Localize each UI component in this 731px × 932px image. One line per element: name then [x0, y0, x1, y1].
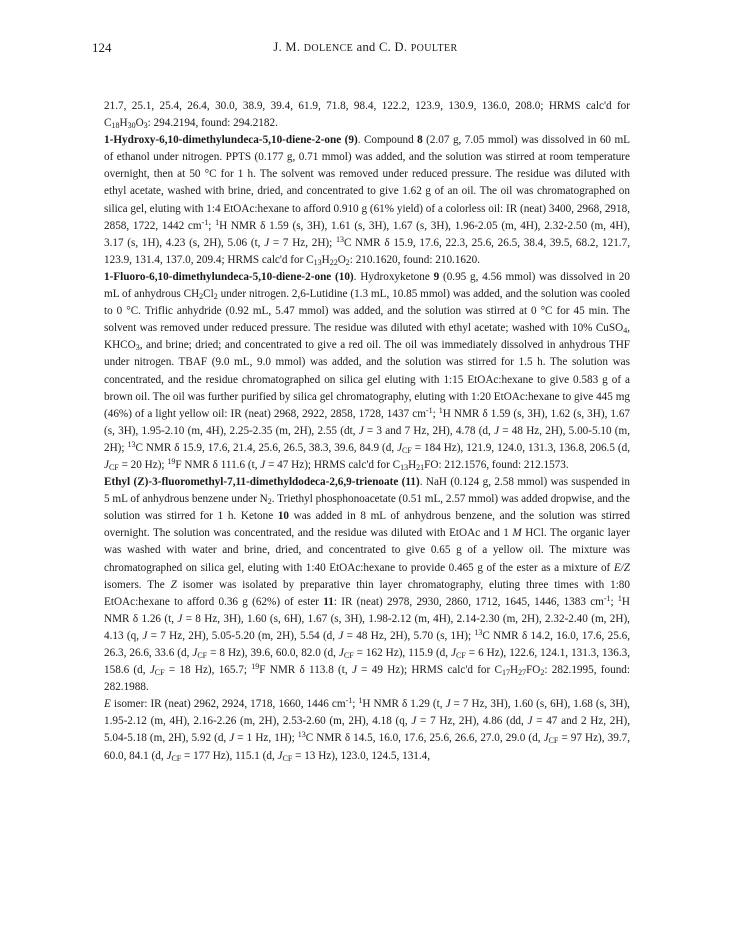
page-number: 124: [92, 40, 112, 55]
author1-initials: J. M.: [273, 40, 301, 54]
author1-surname: DOLENCE: [303, 43, 354, 54]
paragraph-compound-10: 1-Fluoro-6,10-dimethylundeca-5,10-diene-2-one (10). Hydroxyketone 9 (0.95 g, 4.56 mmol) was dissolved in 20 mL of anhydrous $CH_2Cl_2$ under nitrogen. 2,6-Lutidine (1.3 mL, 10.85 mmol) was added, and the solution was cooled to 0 °C. Triflic anhydride (0.92 mL, 5.47 mmol) was added, and the solution was stirred at 0 °C for 45 min. The solvent was removed under reduced pressure. The residue was diluted with ethyl acetate; washed with 10% CuSO$_4$, $KHCO_3$, and brine; dried; and concentrated to give a red oil. The oil was immediately dissolved in anhydrous THF under nitrogen. TBAF (9.0 mL, 9.0 mmol) was added, and the solution was stirred for 1.5 h. The solution was concentrated, and the residue chromatographed on silica gel eluting with 1:15 EtOAc:hexane to give 0.583 g of a brown oil. The oil was further purified by silica gel chromatography, eluting with 1:20 EtOAc:hexane to give 445 mg (46%) of a light yellow oil: IR (neat) 2968, 2922, 2858, 1728, 1437 $cm^{-1}$; $^1$H NMR δ 1.59 (s, 3H), 1.62 (s, 3H), 1.67 (s, 3H), 1.95-2.10 (m, 4H), 2.25-2.35 (m, 2H), 2.55 (dt, J = 3 and 7 Hz, 2H), 4.78 (d, J = 48 Hz, 2H), 5.00-5.10 (m, 2H); $^{13}$C NMR δ 15.9, 17.6, 21.4, 25.6, 26.5, 38.3, 39.6, 84.9 (d, $J_{CF} = 184$ Hz), 121.9, 124.0, 131.3, 136.8, 206.5 (d, $J_{CF} = 20$ Hz); $^{19}$F NMR δ 111.6 (t, J = 47 Hz); HRMS calc'd for $C_{13}H_{21}FO$: 212.1576, found: 212.1573.: [104, 270, 631, 472]
author-conjunction: and: [356, 40, 376, 54]
paragraph-compound-9: 1-Hydroxy-6,10-dimethylundeca-5,10-diene-2-one (9). Compound 8 (2.07 g, 7.05 mmol) was dissolved in 60 mL of ethanol under nitrogen. PPTS (0.177 g, 0.71 mmol) was added, and the solution was stirred at room temperature overnight, then at 50 °C for 1 h. The solvent was removed under reduced pressure. The residue was diluted with ethyl acetate, washed with brine, dried, and concentrated to give 1.62 g of an oil. The oil was chromatographed on silica gel, eluting with 1:4 EtOAc:hexane to afford 0.910 g (61% yield) of a colorless oil: IR (neat) 3400, 2968, 2918, 2858, 1722, 1442 $cm^{-1}$; $^1$H NMR δ 1.59 (s, 3H), 1.61 (s, 3H), 1.67 (s, 3H), 1.96-2.05 (m, 4H), 2.32-2.50 (m, 4H), 3.17 (s, 1H), 4.23 (s, 2H), 5.06 (t, J = 7 Hz, 2H); $^{13}$C NMR δ 15.9, 17.6, 22.3, 25.6, 26.5, 38.4, 39.5, 68.2, 121.7, 123.9, 131.4, 137.0, 209.4; HRMS calc'd for $C_{13}H_{22}O_2$: 210.1620, found: 210.1620.: [104, 134, 630, 267]
running-head-authors: [92, 40, 639, 55]
running-header: [92, 40, 639, 58]
paragraph-hrms-continuation: 21.7, 25.1, 25.4, 26.4, 30.0, 38.9, 39.4, 61.9, 71.8, 98.4, 122.2, 123.9, 130.9, 136.0, 208.0; HRMS calc'd for $C_{18}H_{30}O_3$: 294.2194, found: 294.2182.: [104, 100, 630, 131]
paragraph-compound-11: Ethyl (Z)-3-fluoromethyl-7,11-dimethyldodeca-2,6,9-trienoate (11). NaH (0.124 g, 2.58 mmol) was suspended in 5 mL of anhydrous benzene under $N_2$. Triethyl phosphonoacetate (0.51 mL, 2.57 mmol) was added dropwise, and the solution was stirred for 1 h. Ketone 10 was added in 8 mL of anhydrous benzene, and the solution was stirred overnight. The solution was concentrated, and the residue was diluted with EtOAc and 1 M HCl. The organic layer was washed with water and brine, dried, and concentrated to give 0.65 g of a yellow oil. The mixture was chromatographed on silica gel, eluting with 1:40 EtOAc:hexane to provide 0.465 g of the ester as a mixture of E/Z isomers. The Z isomer was isolated by preparative thin layer chromatography, eluting three times with 1:80 EtOAc:hexane to afford 0.36 g (62%) of ester 11: IR (neat) 2978, 2930, 2860, 1712, 1645, 1446, 1383 $cm^{-1}$; $^1$H NMR δ 1.26 (t, J = 8 Hz, 3H), 1.60 (s, 6H), 1.67 (s, 3H), 1.98-2.12 (m, 4H), 2.14-2.30 (m, 2H), 2.32-2.40 (m, 2H), 4.13 (q, J = 7 Hz, 2H), 5.05-5.20 (m, 2H), 5.54 (d, J = 48 Hz, 2H), 5.70 (s, 1H); $^{13}$C NMR δ 14.2, 16.0, 17.6, 25.6, 26.3, 26.6, 33.6 (d, $J_{CF} = 8$ Hz), 39.6, 60.0, 82.0 (d, $J_{CF} = 162$ Hz), 115.9 (d, $J_{CF} = 6$ Hz), 122.6, 124.1, 131.3, 136.3, 158.6 (d, $J_{CF} = 18$ Hz), 165.7; $^{19}$F NMR δ 113.8 (t, J = 49 Hz); HRMS calc'd for $C_{17}H_{27}FO_2$: 282.1995, found: 282.1988.: [104, 476, 631, 694]
experimental-body: [104, 98, 630, 765]
author2-surname: POULTER: [410, 43, 458, 54]
author2-initials: C. D.: [379, 40, 408, 54]
paragraph-e-isomer: E isomer: IR (neat) 2962, 2924, 1718, 1660, 1446 $cm^{-1}$; $^1$H NMR δ 1.29 (t, J = 7 Hz, 3H), 1.60 (s, 6H), 1.68 (s, 3H), 1.95-2.12 (m, 4H), 2.16-2.26 (m, 2H), 2.53-2.60 (m, 2H), 4.18 (q, J = 7 Hz, 2H), 4.86 (dd, J = 47 and 2 Hz, 2H), 5.04-5.18 (m, 2H), 5.92 (d, J = 1 Hz, 1H); $^{13}$C NMR δ 14.5, 16.0, 17.6, 25.6, 26.6, 27.0, 29.0 (d, $J_{CF} = 97$ Hz), 39.7, 60.0, 84.1 (d, $J_{CF} = 177$ Hz), 115.1 (d, $J_{CF} = 13$ Hz), 123.0, 124.5, 131.4,: [104, 696, 630, 763]
